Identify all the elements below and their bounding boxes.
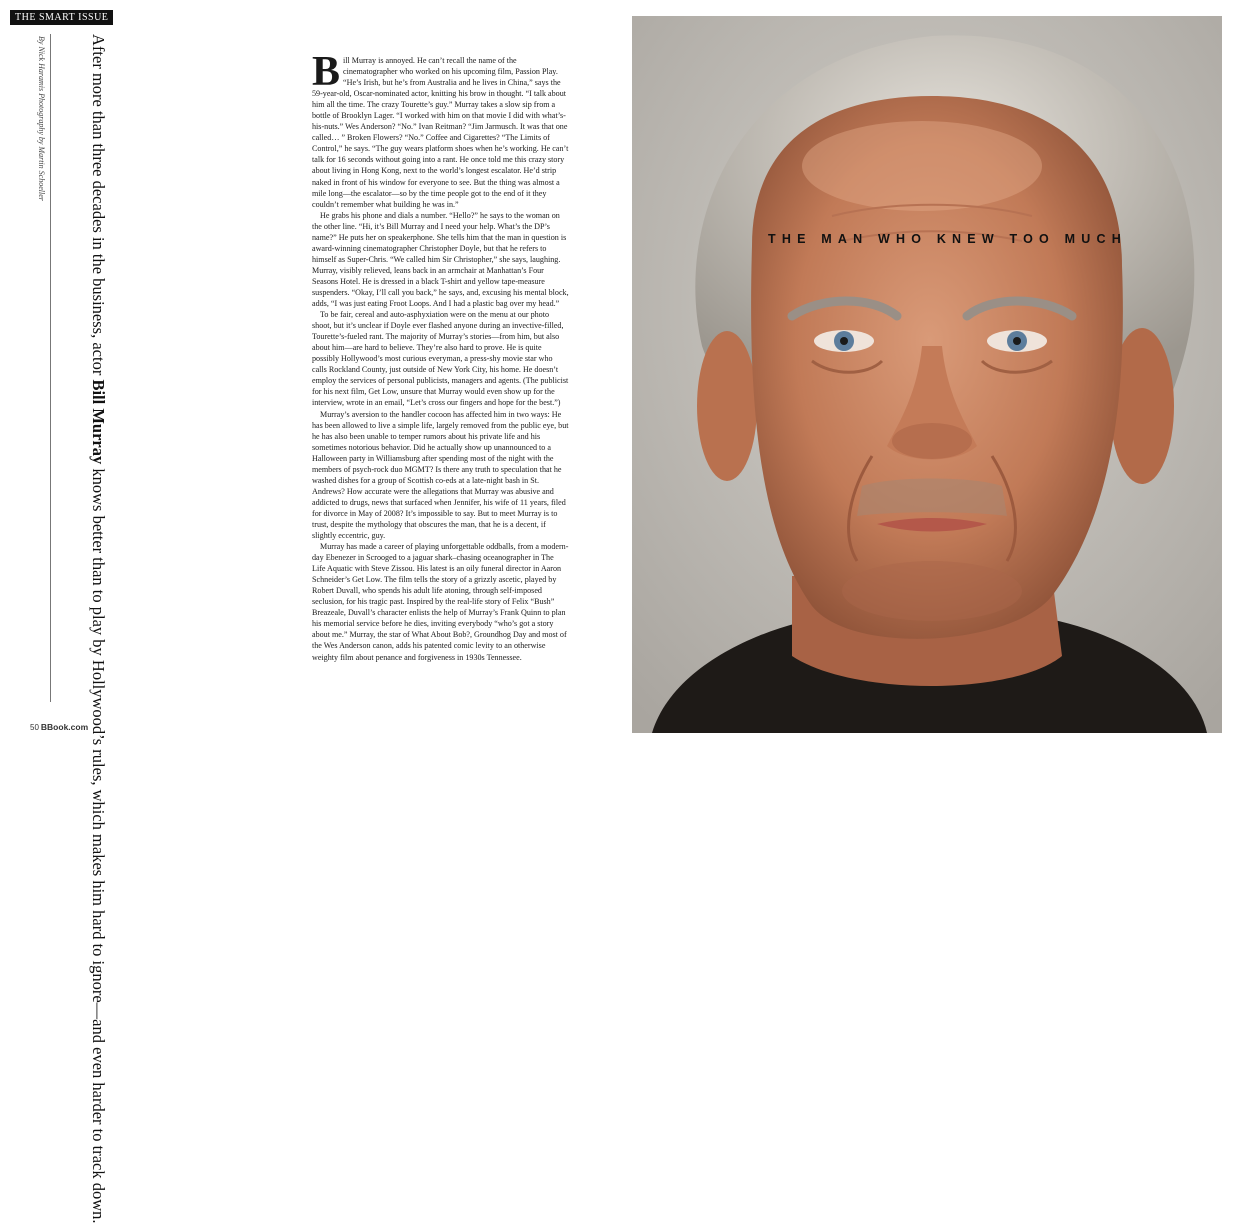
article-paragraph: To be fair, cereal and auto-asphyxiation were on the menu at our photo shoot, but it’s unclear if Doyle ever flashed anyone during an invective-filled, Tourette’s-fueled rant. The majority of Murray’s stories—from him, but also about him—are hard to believe. They’re also hard to prove. He is quite possibly Hollywood’s most curious everyman, a press-shy movie star who calls Rockland County, just outside of New York City, his home. He doesn’t employ the services of personal publicists, managers and agents. (The publicist for his next film, Get Low, unsure that Murray would even show up for the interview, wrote in an email, “Let’s cross our fingers and hope for the best.”) [312,310,569,408]
article-paragraph: He grabs his phone and dials a number. “Hello?” he says to the woman on the other line. “Hi, it’s Bill Murray and I need your help. What’s the DP’s name?” He puts her on speakerphone. She tells him that the man in question is award-winning cinematographer Christopher Doyle, but that he refers to himself as Super-Chris. “We called him Sir Christopher,” she says, laughing. Murray, visibly relieved, leans back in an armchair at Manhattan’s Four Seasons Hotel. He is dressed in a black T-shirt and yellow tape-measure suspenders. “Okay, I’ll call you back,” he says, and, excusing his mental block, adds, “I was just eating Froot Loops. And I had a plastic bag over my head.” [312,210,569,309]
dek-subject-name: Bill Murray [89,379,108,465]
dek-text-before: After more than three decades in the business, actor [89,34,108,380]
portrait-illustration [632,16,1222,733]
article-paragraph: Murray has made a career of playing unforgettable oddballs, from a modern-day Ebenezer in Scrooged to a jaguar shark–chasing oceanographer in The Life Aquatic with Steve Zissou. His latest is an oily funeral director in Aaron Schneider’s Get Low. The film tells the story of a grizzly ascetic, played by Robert Duvall, who spends his adult life atoning, through self-imposed seclusion, for his tragic past. Inspired by the real-life story of Felix “Bush” Breazeale, Duvall’s character enlists the help of Murray’s Frank Quinn to plan his memorial service before he dies, inviting everybody “who’s got a story about me.” Murray, the star of What About Bob?, Groundhog Day and most of the Wes Anderson canon, adds his patented comic levity to an otherwise weighty film about penance and forgiveness in 1930s Tennessee. [312,542,569,662]
article-paragraph: Bill Murray is annoyed. He can’t recall the name of the cinematographer who worked on his upcoming film, Passion Play. “He’s Irish, but he’s from Australia and he lives in China,” says the 59-year-old, Oscar-nominated actor, knitting his brow in thought. “I talk about him all the time. The crazy Tourette’s guy.” Murray takes a slow sip from a bottle of Brooklyn Lager. “I worked with him on that movie I did with what’s-his-nuts.” Wes Anderson? “No.” Ivan Reitman? “Jim Jarmusch. It was that one called… ” Broken Flowers? “No.” Coffee and Cigarettes? “The Limits of Control,” he says. “The guy wears platform shoes when he’s working. He can’t talk for 16 seconds without going into a rant. He once told me this crazy story about living in Hong Kong, next to the world’s longest escalator. He’d strip naked in front of his window for everyone to see. But the thing was almost a mile long—the escalator—so by the time people got to the end of it they couldn’t remember what building he was in.” [312,49,569,209]
drop-cap: B [312,49,341,95]
article-dek [66,34,108,1224]
article-paragraph: Murray’s aversion to the handler cocoon has affected him in two ways: He has been allowed to live a simple life, largely removed from the public eye, but he has also been unable to temper rumors about his private life and his sometimes notorious behavior. Did he actually show up unannounced to a Halloween party in Williamsburg after spending most of the night with the members of psych-rock duo MGMT? Is there any truth to speculation that he washed dishes for a group of Scottish co-eds at a late-night bash in St. Andrews? How accurate were the allegations that Murray was abusive and addicted to drugs, news that surfaced when Jennifer, his wife of 11 years, filed for divorce in May of 2008? It’s impossible to say. But to meet Murray is to trust, despite the mythology that obscures the man, that he is a decent, if slightly eccentric, guy. [312,409,569,541]
column-rule [50,34,51,702]
page-number: 50 [30,723,39,732]
byline: By Nick Haramis Photography by Martin Schoeller [37,36,46,201]
portrait-photo [632,16,1222,733]
dek-text-after: knows better than to play by Hollywood’s rules, which makes him hard to ignore—and even harder to track down. [89,464,108,1224]
article-headline: THE MAN WHO KNEW TOO MUCH [768,232,1127,246]
folio [30,722,88,732]
site-name: BBook.com [40,722,89,732]
article-body [312,49,569,705]
section-tag: THE SMART ISSUE [10,10,113,25]
